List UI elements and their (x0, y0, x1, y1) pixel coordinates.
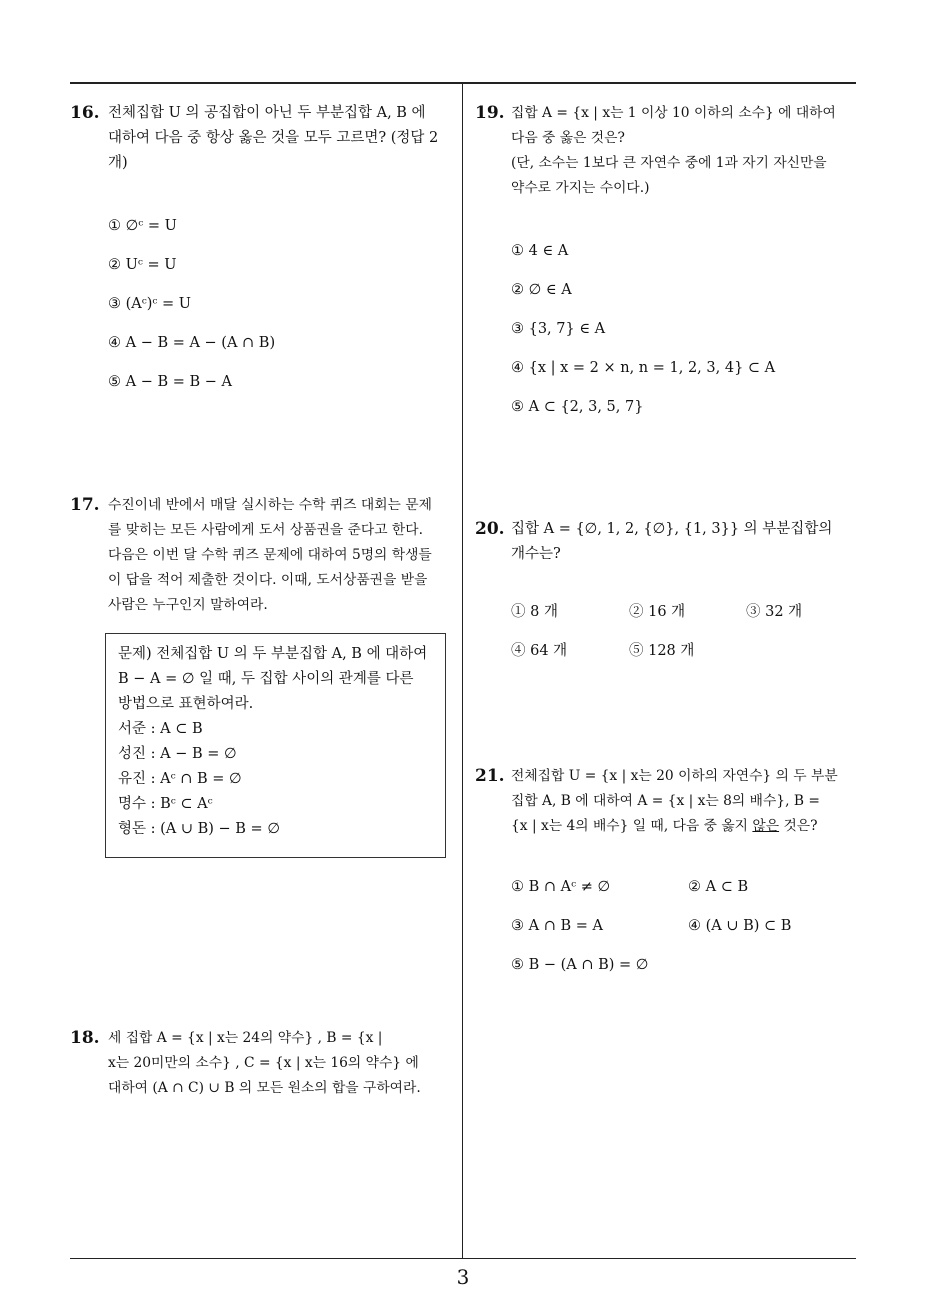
option-4: ④ {x | x = 2 × n, n = 1, 2, 3, 4} ⊂ A (511, 360, 776, 376)
option-1: ① B ∩ Aᶜ ≠ ∅ (511, 879, 611, 895)
option-3: ③ {3, 7} ∈ A (511, 321, 606, 337)
underlined-word: 않은 (752, 818, 780, 834)
option-2: ② 16 개 (629, 604, 686, 620)
option-5: ⑤ A − B = B − A (108, 374, 232, 390)
option-5: ⑤ A ⊂ {2, 3, 5, 7} (511, 399, 644, 415)
question-text: 세 집합 A = {x | x는 24의 약수} , B = {x | x는 20미만의 소수} , C = {x | x는 16의 약수} 에 대하여 (A ∩ C) ∪ B 의 모든 원소의 합을 구하여라. (108, 1030, 421, 1096)
question-number: 21. (475, 766, 505, 786)
option-3: ③ (Aᶜ)ᶜ = U (108, 296, 192, 312)
question-number: 19. (475, 103, 505, 123)
question-number: 17. (70, 495, 100, 515)
option-4: ④ 64 개 (511, 643, 568, 659)
option-5: ⑤ 128 개 (629, 643, 695, 659)
option-5: ⑤ B − (A ∩ B) = ∅ (511, 957, 649, 973)
question-text: 전체집합 U 의 공집합이 아닌 두 부분집합 A, B 에 대하여 다음 중 항상 옳은 것을 모두 고르면? (정답 2 개) (108, 105, 439, 171)
left-column (70, 0, 456, 1258)
option-1: ① 8 개 (511, 604, 558, 620)
option-3: ③ A ∩ B = A (511, 918, 603, 934)
question-text: 수진이네 반에서 매달 실시하는 수학 퀴즈 대회는 문제 를 맞히는 모든 사람에게 도서 상품권을 준다고 한다. 다음은 이번 달 수학 퀴즈 문제에 대하여 5명의 학생들 이 답을 적어 제출한 것이다. 이때, 도서상품권을 받을 사람은 누구인지 말하여라. (108, 497, 432, 613)
option-4: ④ A − B = A − (A ∩ B) (108, 335, 276, 351)
option-2: ② Uᶜ = U (108, 257, 177, 273)
question-text: 집합 A = {∅, 1, 2, {∅}, {1, 3}} 의 부분집합의 개수는? (511, 521, 833, 562)
page-number: 3 (456, 1265, 470, 1289)
option-1: ① 4 ∈ A (511, 243, 569, 259)
column-divider (462, 84, 463, 1259)
right-column (475, 0, 860, 1258)
problem-box: 문제) 전체집합 U 의 두 부분집합 A, B 에 대하여 B − A = ∅ 일 때, 두 집합 사이의 관계를 다른 방법으로 표현하여라. 서준 : A ⊂ B 성진 : A − B = ∅ 유진 : Aᶜ ∩ B = ∅ 명수 : Bᶜ ⊂ Aᶜ 형돈 : (A ∪ B) − B = ∅ (105, 633, 446, 858)
option-4: ④ (A ∪ B) ⊂ B (688, 918, 792, 934)
option-2: ② ∅ ∈ A (511, 282, 572, 298)
question-text: 집합 A = {x | x는 1 이상 10 이하의 소수} 에 대하여 다음 중 옳은 것은? (단, 소수는 1보다 큰 자연수 중에 1과 자기 자신만을 약수로 가지는 수이다.) (511, 105, 836, 196)
question-number: 16. (70, 103, 100, 123)
option-2: ② A ⊂ B (688, 879, 749, 895)
question-number: 20. (475, 519, 505, 539)
option-3: ③ 32 개 (746, 604, 803, 620)
option-1: ① ∅ᶜ = U (108, 218, 177, 234)
bottom-rule (70, 1258, 856, 1259)
question-text: 전체집합 U = {x | x는 20 이하의 자연수} 의 두 부분 집합 A, B 에 대하여 A = {x | x는 8의 배수}, B = {x | x는 4의 배수} 일 때, 다음 중 옳지 않은 것은? (511, 768, 838, 834)
question-number: 18. (70, 1028, 100, 1048)
